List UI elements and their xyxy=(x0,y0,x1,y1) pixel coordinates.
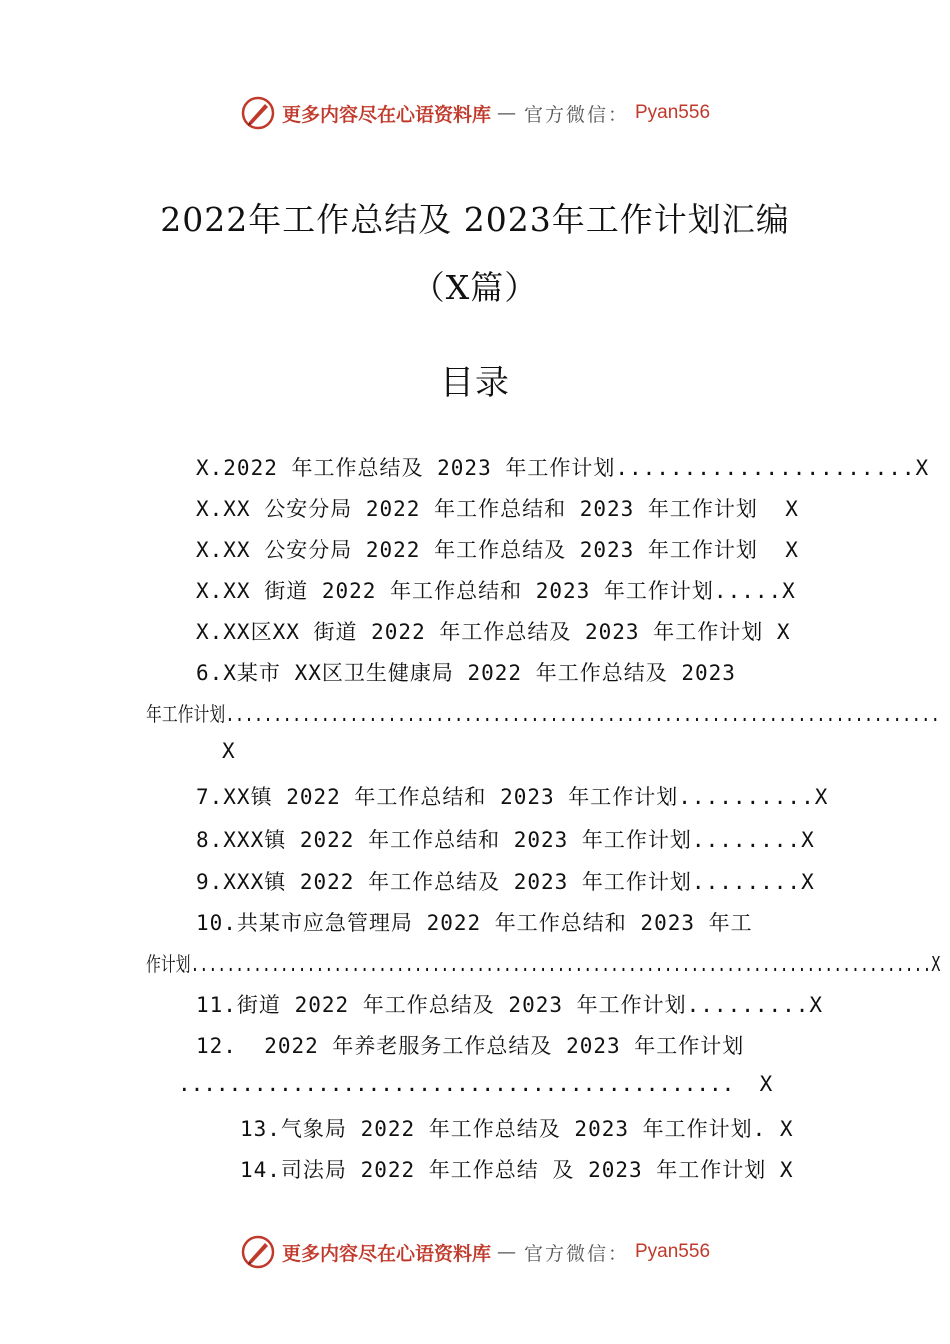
toc-entry-2[interactable]: X.XX 公安分局 2022 年工作总结和 2023 年工作计划 X xyxy=(196,497,799,521)
pen-logo-icon xyxy=(240,1234,276,1270)
toc-entry-3[interactable]: X.XX 公安分局 2022 年工作总结及 2023 年工作计划 X xyxy=(196,538,799,562)
toc-entry-9[interactable]: 9.XXX镇 2022 年工作总结及 2023 年工作计划........X xyxy=(196,870,815,894)
toc-entry-4[interactable]: X.XX 街道 2022 年工作总结和 2023 年工作计划.....X xyxy=(196,579,796,603)
toc-entry-12-line1[interactable]: 12. 2022 年养老服务工作总结及 2023 年工作计划 xyxy=(196,1034,745,1058)
toc-entry-7[interactable]: 7.XX镇 2022 年工作总结和 2023 年工作计划..........X xyxy=(196,785,829,809)
banner-site-text: 更多内容尽在心语资料库 xyxy=(281,103,491,126)
toc-entry-6-line2[interactable]: 年工作计划........................................................................... xyxy=(146,702,941,726)
toc-entry-1[interactable]: X.2022 年工作总结及 2023 年工作计划......................X xyxy=(196,456,930,480)
toc-entry-12-line2[interactable]: ............................................ X xyxy=(178,1072,773,1096)
toc-entry-14[interactable]: 14.司法局 2022 年工作总结 及 2023 年工作计划 X xyxy=(240,1158,794,1182)
toc-entry-10-line1[interactable]: 10.共某市应急管理局 2022 年工作总结和 2023 年工 xyxy=(196,911,753,935)
toc-heading: 目录 xyxy=(440,363,510,403)
toc-entry-6-page[interactable]: X xyxy=(222,739,236,763)
banner-wechat-label: 官方微信： xyxy=(523,103,629,126)
document-title: 2022年工作总结及 2023年工作计划汇编 xyxy=(160,200,790,239)
banner-site-text: 更多内容尽在心语资料库 xyxy=(281,1242,491,1265)
toc-entry-10-line2[interactable]: 作计划...................................................................................X xyxy=(146,952,941,976)
footer-watermark-banner xyxy=(0,1232,950,1272)
document-subtitle: （X篇） xyxy=(411,268,539,307)
banner-wechat-label: 官方微信： xyxy=(523,1242,629,1265)
toc-entry-8[interactable]: 8.XXX镇 2022 年工作总结和 2023 年工作计划........X xyxy=(196,828,815,852)
banner-wechat-id: Pyan556 xyxy=(635,102,711,123)
toc-entry-11[interactable]: 11.街道 2022 年工作总结及 2023 年工作计划.........X xyxy=(196,993,824,1017)
toc-entry-13[interactable]: 13.气象局 2022 年工作总结及 2023 年工作计划. X xyxy=(240,1117,794,1141)
toc-entry-5[interactable]: X.XX区XX 街道 2022 年工作总结及 2023 年工作计划 X xyxy=(196,620,791,644)
pen-logo-icon xyxy=(240,95,276,131)
toc-entry-6-line1[interactable]: 6.X某市 XX区卫生健康局 2022 年工作总结及 2023 xyxy=(196,661,736,685)
banner-dash: — xyxy=(496,1241,518,1263)
banner-wechat-id: Pyan556 xyxy=(635,1241,711,1262)
header-watermark-banner xyxy=(0,93,950,133)
banner-dash: — xyxy=(496,102,518,124)
